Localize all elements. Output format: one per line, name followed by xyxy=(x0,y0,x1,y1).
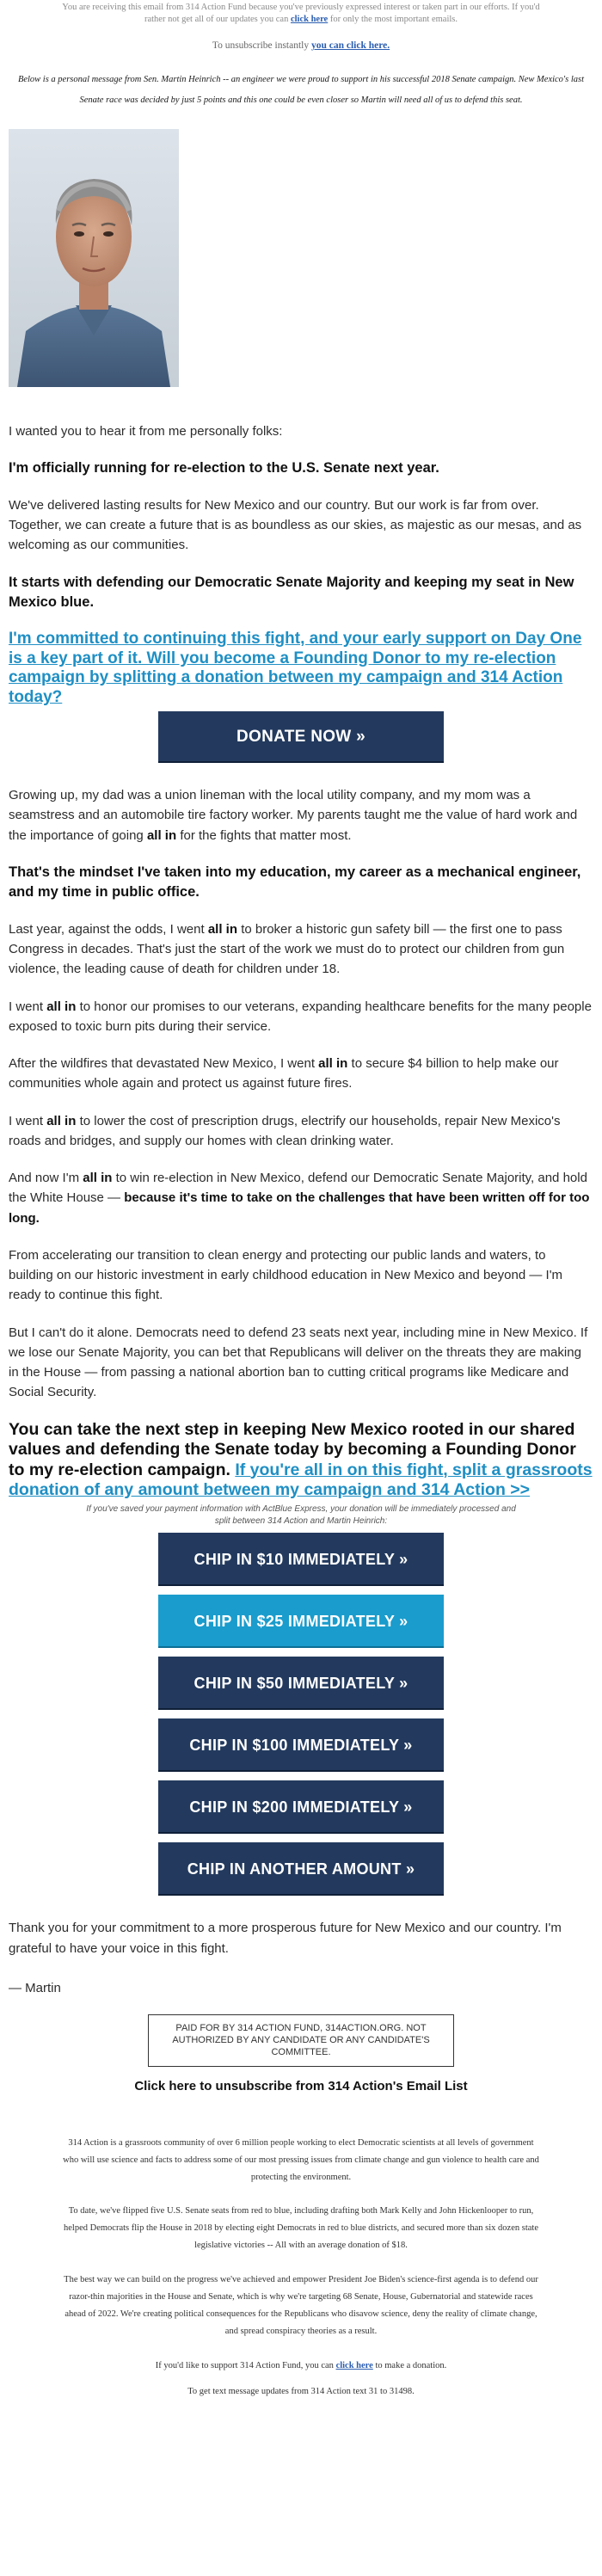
text: If you'd like to support 314 Action Fund, you can xyxy=(155,2361,334,2371)
chip-in-another-amount-button[interactable]: CHIP IN ANOTHER AMOUNT » xyxy=(158,1842,444,1896)
text: to make a donation. xyxy=(375,2361,447,2371)
text: I went xyxy=(9,999,44,1014)
paragraph-prescription xyxy=(9,1111,593,1152)
text: to honor our promises to our veterans, expanding healthcare benefits for the many people exposed to toxic burn pits during their service. xyxy=(9,999,592,1034)
paragraph-cant-do-alone: But I can't do it alone. Democrats need to defend 23 seats next year, including mine in New Mexico. If we lose our Senate Majority, you can bet that Republicans will deliver on the threats they are making in the House — from passing a national abortion ban to cutting critical programs like Medicare and Social Security. xyxy=(9,1325,588,1400)
paragraph-veterans xyxy=(9,997,593,1037)
top-notice xyxy=(9,0,593,25)
notice-text-pre: You are receiving this email from 314 Action Fund because you've previously expressed interest or taken part in our efforts. If you'd rather not get all of our updates you can xyxy=(62,3,540,24)
paragraph-wildfires xyxy=(9,1054,593,1094)
footer-text-updates: To get text message updates from 314 Action text 31 to 31498. xyxy=(187,2386,415,2396)
portrait-photo xyxy=(9,129,179,387)
text: I went xyxy=(9,1113,44,1128)
founding-donor-link[interactable]: I'm committed to continuing this fight, and your early support on Day One is a key part of it. Will you become a Founding Donor to my re-election campaign by splitting a donation between my campaign and 314 Action today? xyxy=(9,629,582,707)
text: to lower the cost of prescription drugs, electrify our households, repair New Mexico's roads and bridges, and supply our homes with clean drinking water. xyxy=(9,1113,561,1148)
next-step-heading xyxy=(9,1420,593,1501)
paragraph-greeting: I wanted you to hear it from me personally folks: xyxy=(9,423,283,439)
chip-in-25-button[interactable]: CHIP IN $25 IMMEDIATELY » xyxy=(158,1595,444,1648)
footer-record: To date, we've flipped five U.S. Senate seats from red to blue, including drafting both Mark Kelly and John Hickenlooper to run, helped Democrats flip the House in 2018 by electing eight Democrats in red to blue districts, and secured more than six dozen state legislative victories -- All with an average donation of $18. xyxy=(64,2206,538,2251)
unsubscribe-instant-link[interactable]: you can click here. xyxy=(310,40,390,52)
text: for the fights that matter most. xyxy=(180,827,352,843)
text: Last year, against the odds, I went xyxy=(9,921,205,937)
paragraph-reelection xyxy=(9,1168,593,1228)
portrait-illustration xyxy=(9,129,179,387)
paragraph-parents xyxy=(9,785,593,845)
unsubscribe-text: To unsubscribe instantly xyxy=(212,40,310,52)
majority-heading: It starts with defending our Democratic Senate Majority and keeping my seat in New Mexico blue. xyxy=(9,574,574,610)
text: to win re-election in New Mexico, defend our Democratic Senate Majority, and hold the White House — xyxy=(9,1171,587,1206)
next-step-text: You can take the next step in keeping New Mexico rooted in our shared values and defending the Senate today by becoming a Founding Donor to my re-election campaign. xyxy=(9,1419,576,1479)
chip-in-200-button[interactable]: CHIP IN $200 IMMEDIATELY » xyxy=(158,1780,444,1834)
text: After the wildfires that devastated New Mexico, I went xyxy=(9,1056,315,1072)
bold-challenges: because it's time to take on the challenges that have been written off for too long. xyxy=(9,1190,590,1226)
paragraph-clean-energy: From accelerating our transition to clean energy and protecting our public lands and waters, to building on our historic investment in early childhood education in New Mexico and beyond — I'm ready to continue this fight. xyxy=(9,1247,563,1303)
paid-for-disclaimer: PAID FOR BY 314 ACTION FUND, 314ACTION.ORG. NOT AUTHORIZED BY ANY CANDIDATE OR ANY CANDIDATE'S COMMITTEE. xyxy=(148,2014,454,2067)
mindset-heading: That's the mindset I've taken into my education, my career as a mechanical engineer, and my time in public office. xyxy=(9,864,581,900)
chip-in-100-button[interactable]: CHIP IN $100 IMMEDIATELY » xyxy=(158,1718,444,1772)
chip-in-50-button[interactable]: CHIP IN $50 IMMEDIATELY » xyxy=(158,1657,444,1710)
announcement-heading: I'm officially running for re-election to the U.S. Senate next year. xyxy=(9,459,439,476)
text: to broker a historic gun safety bill — the first one to pass Congress in decades. That's just the start of the work we must do to protect our children from gun violence, the leading cause of death for children under 18. xyxy=(9,921,565,977)
split-donation-link[interactable]: If you're all in on this fight, split a grassroots donation of any amount between my campaign and 314 Action >> xyxy=(9,1460,593,1499)
bold-all-in: all in xyxy=(83,1171,113,1186)
donate-now-button[interactable]: DONATE NOW » xyxy=(158,711,444,763)
unsubscribe-list-link[interactable]: Click here to unsubscribe from 314 Action's Email List xyxy=(134,2078,468,2093)
bold-all-in: all in xyxy=(146,827,177,843)
paragraph-results: We've delivered lasting results for New Mexico and our country. But our work is far from over. Together, we can create a future that is as boundless as our skies, as majestic as our mesas, and as welcoming as our communities. xyxy=(9,497,582,553)
support-click-here-link[interactable]: click here xyxy=(335,2361,373,2371)
text: to secure $4 billion to help make our communities whole again and protect us against future fires. xyxy=(9,1056,559,1091)
text: And now I'm xyxy=(9,1171,80,1186)
notice-click-here-link[interactable]: click here xyxy=(290,14,329,24)
actblue-note: If you've saved your payment information with ActBlue Express, your donation will be immediately processed and split between 314 Action and Martin Heinrich: xyxy=(86,1504,516,1527)
footer-support xyxy=(9,2358,593,2375)
bold-all-in: all in xyxy=(207,921,238,937)
chip-in-10-button[interactable]: CHIP IN $10 IMMEDIATELY » xyxy=(158,1533,444,1586)
text: Growing up, my dad was a union lineman with the local utility company, and my mom was a seamstress and an automobile tire factory worker. My parents taught me the value of hard work and the importance of going xyxy=(9,788,578,843)
chip-in-buttons xyxy=(9,1533,593,1896)
bold-all-in: all in xyxy=(46,999,77,1014)
footer-about: 314 Action is a grassroots community of over 6 million people working to elect Democratic scientists at all levels of government who will use science and facts to address some of our most pressing issues from climate change and gun violence to health care and protecting the environment. xyxy=(63,2137,539,2182)
bold-all-in: all in xyxy=(318,1056,348,1072)
notice-text-post: for only the most important emails. xyxy=(329,14,458,24)
footer-future: The best way we can build on the progress we've achieved and empower President Joe Biden's science-first agenda is to defend our razor-thin majorities in the House and Senate, which is why we're targeting 68 Senate, House, Gubernatorial and statewide races ahead of 2022. We're creating political consequences for the Republicans who disavow science, deny the reality of climate change, and spread conspiracy theories as a result. xyxy=(64,2275,538,2337)
bold-all-in: all in xyxy=(46,1113,77,1128)
paragraph-gun-safety xyxy=(9,919,593,980)
unsubscribe-line xyxy=(9,40,593,51)
signature: — Martin xyxy=(9,1980,61,1995)
paragraph-thank-you: Thank you for your commitment to a more prosperous future for New Mexico and our country. I'm grateful to have your voice in this fight. xyxy=(9,1921,562,1956)
intro-message: Below is a personal message from Sen. Martin Heinrich -- an engineer we were proud to support in his successful 2018 Senate campaign. New Mexico's last Senate race was decided by just 5 points and this one could be even closer so Martin will need all of us to defend this seat. xyxy=(17,75,585,106)
